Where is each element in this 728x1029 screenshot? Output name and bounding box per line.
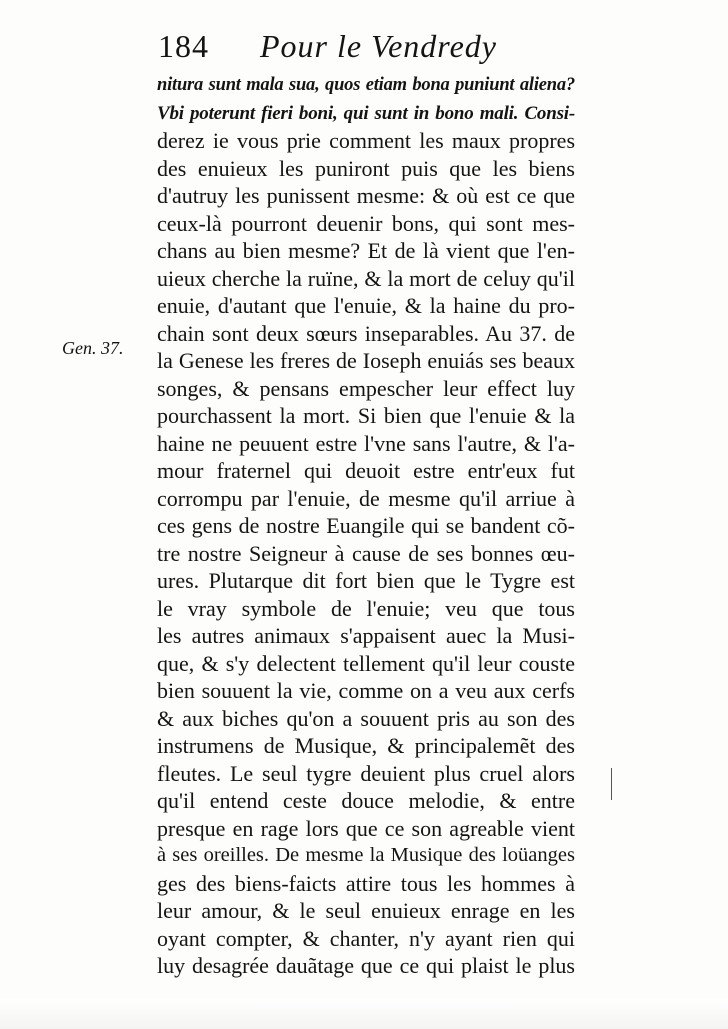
text-line: derez ie vous prie comment les maux propres bbox=[157, 128, 575, 153]
text-line: mour fraternel qui deuoit estre entr'eux fut bbox=[157, 458, 575, 483]
text-line: enuie, d'autant que l'enuie, & la haine du pro- bbox=[157, 293, 575, 318]
page-bottom-edge bbox=[0, 999, 728, 1029]
running-title: Pour le Vendredy bbox=[260, 28, 497, 64]
text-line: les autres animaux s'appaisent auec la Musi- bbox=[157, 623, 575, 648]
margin-mark bbox=[611, 768, 612, 800]
text-line: & aux biches qu'on a souuent pris au son des bbox=[157, 705, 575, 731]
text-line: leur amour, & le seul enuieux enrage en les bbox=[157, 898, 575, 923]
text-line: ceux-là pourront deuenir bons, qui sont mes- bbox=[157, 210, 575, 236]
text-line: fleutes. Le seul tygre deuient plus cruel alors bbox=[157, 760, 575, 786]
text-line: uieux cherche la ruïne, & la mort de celuy qu'il bbox=[157, 265, 575, 291]
text-line: oyant compter, & chanter, n'y ayant rien qui bbox=[157, 925, 575, 951]
text-line: pourchassent la mort. Si bien que l'enuie & la bbox=[157, 403, 575, 428]
text-line: la Genese les freres de Ioseph enuiás ses beaux bbox=[157, 348, 575, 373]
text-line: corrompu par l'enuie, de mesme qu'il arriue à bbox=[157, 485, 575, 511]
text-line: à ses oreilles. De mesme la Musique des loüanges bbox=[157, 844, 575, 866]
text-line: ges des biens-faicts attire tous les hommes à bbox=[157, 870, 575, 896]
text-line: Vbi poterunt fieri boni, qui sunt in bono mali. Consi- bbox=[157, 102, 575, 124]
text-line: que, & s'y delectent tellement qu'il leur couste bbox=[157, 650, 575, 676]
margin-note-citation: Gen. 37. bbox=[62, 338, 124, 358]
page-header bbox=[152, 22, 572, 70]
text-line: presque en rage lors que ce son agreable vient bbox=[157, 815, 575, 841]
text-line: chans au bien mesme? Et de là vient que l'en- bbox=[157, 238, 575, 263]
text-line: ces gens de nostre Euangile qui se bandent cõ- bbox=[157, 513, 575, 538]
text-line: songes, & pensans empescher leur effect luy bbox=[157, 375, 575, 401]
text-line: d'autruy les punissent mesme: & où est ce que bbox=[157, 183, 575, 208]
text-line: le vray symbole de l'enuie; veu que tous bbox=[157, 595, 575, 621]
text-line: qu'il entend ceste douce melodie, & entre bbox=[157, 788, 575, 813]
text-line: luy desagrée dauãtage que ce qui plaist le plus bbox=[157, 953, 575, 978]
text-line: nitura sunt mala sua, quos etiam bona puniunt aliena? bbox=[157, 75, 575, 95]
text-line: des enuieux les puniront puis que les biens bbox=[157, 155, 575, 181]
body-text bbox=[157, 72, 577, 980]
text-line: tre nostre Seigneur à cause de ses bonnes œu- bbox=[157, 540, 575, 566]
text-line: chain sont deux sœurs inseparables. Au 37. de bbox=[157, 320, 575, 346]
page-number: 184 bbox=[158, 28, 209, 64]
text-line: bien souuent la vie, comme on a veu aux cerfs bbox=[157, 678, 575, 703]
text-line: instrumens de Musique, & principalemẽt des bbox=[157, 733, 575, 758]
text-line: haine ne peuuent estre l'vne sans l'autre, & l'a- bbox=[157, 430, 575, 456]
text-line: ures. Plutarque dit fort bien que le Tygre est bbox=[157, 568, 575, 593]
